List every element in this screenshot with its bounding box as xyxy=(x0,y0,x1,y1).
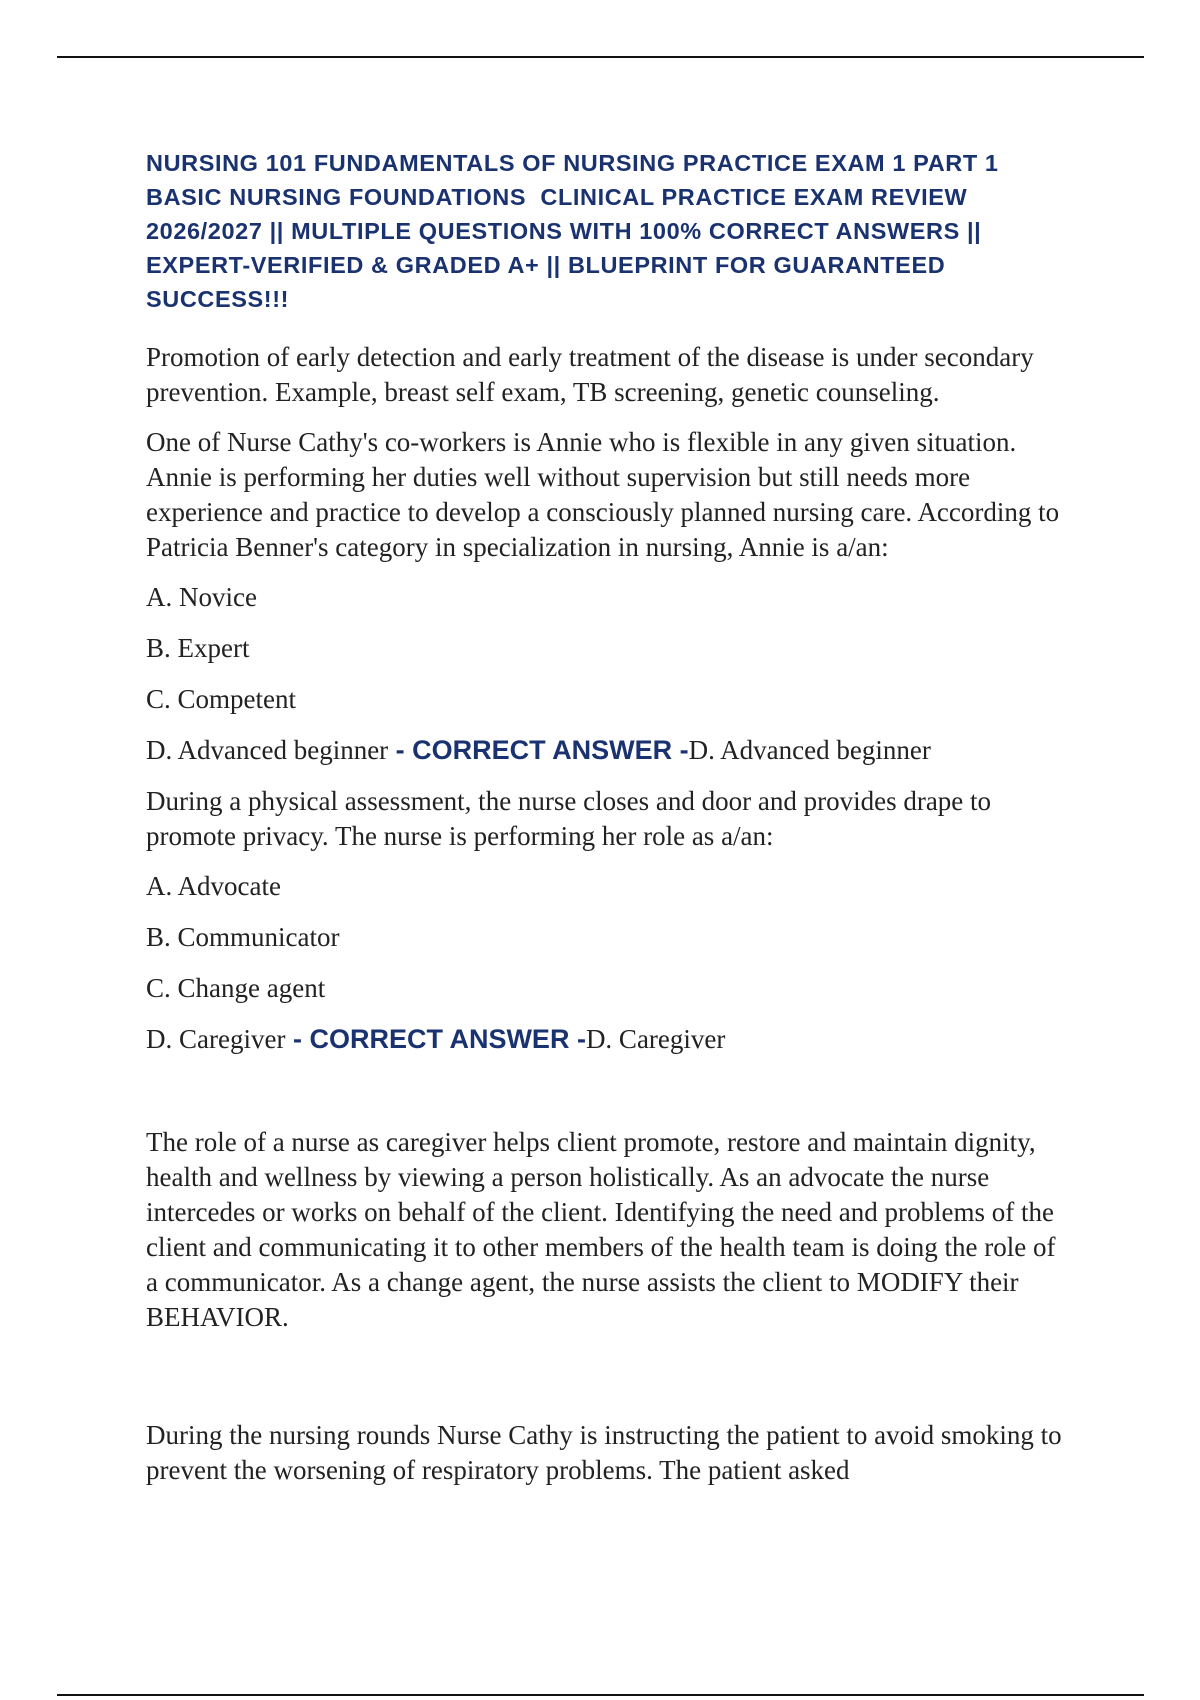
q1-answer: D. Advanced beginner xyxy=(688,735,931,765)
q1-option-b: B. Expert xyxy=(146,633,250,663)
q2-option-d: D. Caregiver xyxy=(146,1024,286,1054)
q1-option-d: D. Advanced beginner xyxy=(146,735,389,765)
bottom-rule xyxy=(57,1694,1144,1696)
q2-correct-answer-label: - CORRECT ANSWER - xyxy=(285,1024,586,1054)
q2-answer: D. Caregiver xyxy=(585,1024,726,1054)
explanation-paragraph: The role of a nurse as caregiver helps client promote, restore and maintain dignity, health and wellness by viewing a person holistically. As an advocate the nurse intercedes or works on behalf of the client. Identifying the need and problems of the client and communicating it to other members of the health team is doing the role of a communicator. As a change agent, the nurse assists the client to MODIFY their BEHAVIOR. xyxy=(146,1127,1056,1332)
q2-option-a: A. Advocate xyxy=(146,871,281,901)
q1-option-c: C. Competent xyxy=(146,684,296,714)
document-title: NURSING 101 FUNDAMENTALS OF NURSING PRACTICE EXAM 1 PART 1 BASIC NURSING FOUNDATIONS CLINICAL PRACTICE EXAM REVIEW 2026/2027 || MULTIPLE QUESTIONS WITH 100% CORRECT ANSWERS || EXPERT-VERIFIED & GRADED A+ || BLUEPRINT FOR GUARANTEED SUCCESS!!! xyxy=(146,150,1006,312)
next-question-text: During the nursing rounds Nurse Cathy is instructing the patient to avoid smoking to prevent the worsening of respiratory problems. The patient asked xyxy=(146,1420,1062,1485)
document-body xyxy=(146,146,1066,1503)
question-2-text: During a physical assessment, the nurse closes and door and provides drape to promote privacy. The nurse is performing her role as a/an: xyxy=(146,786,992,851)
question-1-text: One of Nurse Cathy's co-workers is Annie who is flexible in any given situation. Annie is performing her duties well without supervision but still needs more experience and practice to develop a consciously planned nursing care. According to Patricia Benner's category in specialization in nursing, Annie is a/an: xyxy=(146,427,1060,562)
q2-option-c: C. Change agent xyxy=(146,973,326,1003)
q2-option-d-with-answer xyxy=(146,1022,1066,1057)
q1-correct-answer-label: - CORRECT ANSWER - xyxy=(388,735,689,765)
spacer xyxy=(146,1350,1066,1418)
q1-option-d-with-answer xyxy=(146,733,1066,768)
q2-option-b: B. Communicator xyxy=(146,922,340,952)
spacer xyxy=(146,1073,1066,1125)
intro-paragraph: Promotion of early detection and early treatment of the disease is under secondary prevention. Example, breast self exam, TB screening, genetic counseling. xyxy=(146,342,1034,407)
q1-option-a: A. Novice xyxy=(146,582,257,612)
top-rule xyxy=(57,56,1144,58)
